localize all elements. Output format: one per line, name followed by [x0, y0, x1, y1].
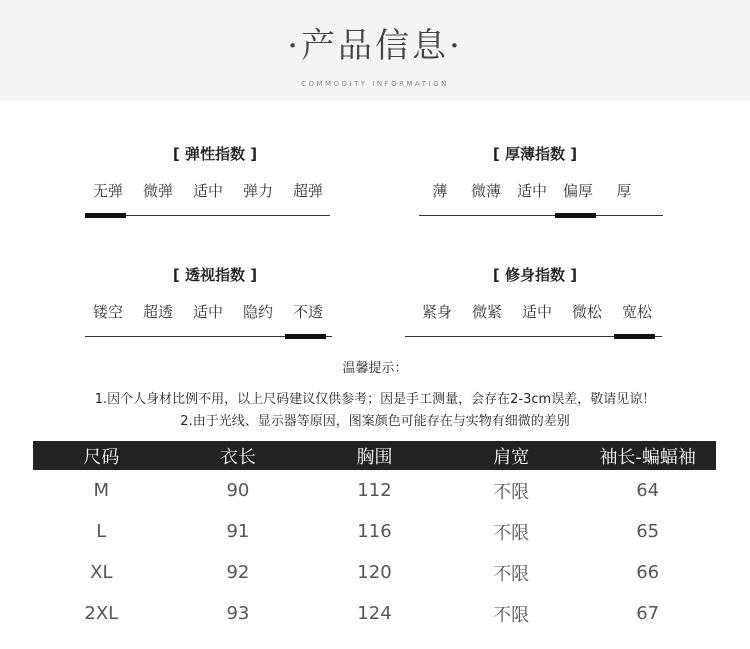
index-option: 微弹	[142, 182, 173, 200]
index-selected-marker	[285, 334, 326, 339]
index-title: [ 弹性指数 ]	[172, 145, 258, 163]
index-block	[405, 264, 665, 344]
size-table	[33, 441, 716, 634]
table-cell: 91	[226, 521, 250, 542]
table-cell: 120	[357, 562, 392, 583]
index-option: 微薄	[470, 182, 501, 200]
table-cell: 不限	[493, 604, 530, 626]
table-cell: 2XL	[84, 603, 119, 624]
index-option: 不透	[292, 303, 323, 321]
table-cell: 92	[226, 562, 250, 583]
table-cell: 66	[636, 562, 660, 583]
index-option: 紧身	[421, 303, 452, 321]
index-option: 隐约	[242, 303, 273, 321]
index-block	[405, 143, 665, 223]
table-row	[33, 593, 716, 634]
index-option: 无弹	[92, 182, 123, 200]
index-option: 适中	[516, 182, 547, 200]
table-cell: 116	[357, 521, 392, 542]
tip-line-1: 1.因个人身材比例不用，以上尺码建议仅供参考；因是手工测量，会存在2-3cm误差，敬请见谅！	[94, 392, 656, 407]
index-block	[85, 143, 345, 223]
header-cell: 袖长-蝙蝠袖	[579, 441, 716, 470]
index-title: [ 透视指数 ]	[172, 266, 258, 284]
header-cell: 衣长	[170, 441, 307, 470]
index-title: [ 厚薄指数 ]	[492, 145, 578, 163]
tip-line-2: 2.由于光线、显示器等原因，图案颜色可能存在与实物有细微的差别	[180, 414, 570, 429]
table-cell: 112	[357, 480, 392, 501]
page-title: ·产品信息·	[287, 26, 463, 66]
size-table-header	[33, 441, 716, 470]
table-cell: 67	[636, 603, 660, 624]
header-cell: 尺码	[33, 441, 170, 470]
table-row	[33, 511, 716, 552]
index-option: 偏厚	[562, 182, 593, 200]
table-cell: XL	[90, 562, 113, 583]
table-row	[33, 552, 716, 593]
table-cell: L	[96, 521, 107, 542]
table-cell: 不限	[493, 522, 530, 544]
index-block	[85, 264, 345, 344]
index-scale-line	[419, 215, 663, 216]
index-option: 适中	[521, 303, 552, 321]
table-cell: 不限	[493, 481, 530, 503]
index-selected-marker	[555, 213, 596, 218]
table-cell: 65	[636, 521, 660, 542]
table-cell: 64	[636, 480, 660, 501]
header-cell: 胸围	[306, 441, 443, 470]
index-option: 适中	[192, 303, 223, 321]
index-option: 适中	[192, 182, 223, 200]
index-option: 超透	[142, 303, 173, 321]
table-row	[33, 470, 716, 511]
table-cell: 90	[226, 480, 250, 501]
table-cell: 93	[226, 603, 250, 624]
index-selected-marker	[85, 213, 126, 218]
index-option: 超弹	[292, 182, 323, 200]
index-option: 厚	[616, 182, 632, 200]
index-option: 薄	[432, 182, 448, 200]
table-cell: 不限	[493, 563, 530, 585]
page-subtitle: COMMODITY INFORMATION	[301, 80, 449, 88]
index-option: 微松	[571, 303, 602, 321]
index-title: [ 修身指数 ]	[492, 266, 578, 284]
index-option: 镂空	[92, 303, 123, 321]
index-option: 微紧	[471, 303, 502, 321]
header-cell: 肩宽	[443, 441, 580, 470]
tips-heading: 温馨提示：	[342, 361, 408, 376]
index-option: 弹力	[242, 182, 273, 200]
table-cell: 124	[357, 603, 392, 624]
header-banner	[0, 0, 750, 101]
table-cell: M	[93, 480, 110, 501]
index-selected-marker	[614, 334, 655, 339]
index-option: 宽松	[621, 303, 652, 321]
